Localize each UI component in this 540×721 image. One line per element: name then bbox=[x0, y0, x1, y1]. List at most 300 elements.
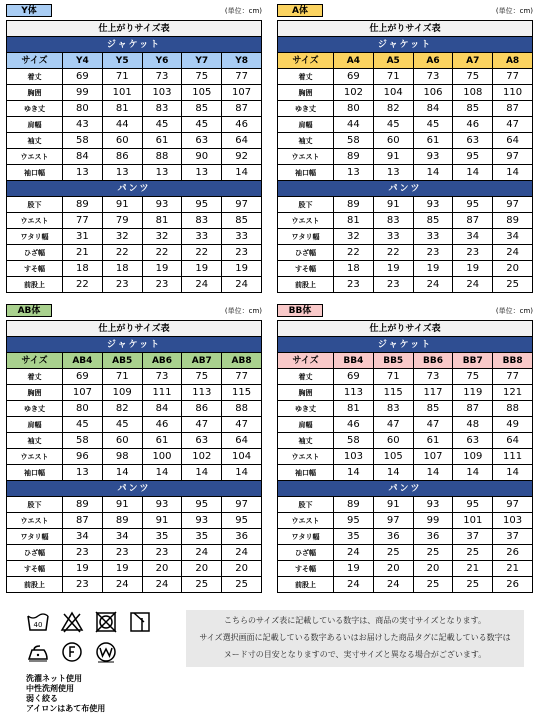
table-cell: 105 bbox=[182, 85, 222, 101]
table-title: 仕上がりサイズ表 bbox=[278, 321, 533, 337]
table-cell: 113 bbox=[334, 385, 374, 401]
table-row bbox=[7, 197, 262, 213]
table-cell: 20 bbox=[413, 561, 453, 577]
table-cell: 25 bbox=[373, 545, 413, 561]
table-cell: 107 bbox=[63, 385, 103, 401]
table-cell: 46 bbox=[222, 117, 262, 133]
section-pants: パンツ bbox=[7, 481, 262, 497]
table-row bbox=[7, 213, 262, 229]
size-header-row bbox=[278, 53, 533, 69]
table-cell: 22 bbox=[63, 277, 103, 293]
section-pants: パンツ bbox=[278, 481, 533, 497]
row-label: すそ幅 bbox=[7, 561, 63, 577]
table-cell: 21 bbox=[493, 561, 533, 577]
row-label: ひざ幅 bbox=[7, 545, 63, 561]
table-cell: 24 bbox=[182, 277, 222, 293]
table-cell: 22 bbox=[334, 245, 374, 261]
table-cell: 23 bbox=[102, 277, 142, 293]
table-cell: 75 bbox=[453, 69, 493, 85]
table-row bbox=[278, 197, 533, 213]
row-label: ウエスト bbox=[7, 149, 63, 165]
table-cell: 89 bbox=[63, 197, 103, 213]
table-cell: 45 bbox=[142, 117, 182, 133]
table-row bbox=[278, 529, 533, 545]
size-table bbox=[277, 320, 533, 593]
table-row bbox=[278, 133, 533, 149]
care-symbols bbox=[26, 610, 156, 664]
table-row bbox=[278, 449, 533, 465]
care-note: 弱く絞る bbox=[26, 694, 58, 703]
svg-text:40: 40 bbox=[33, 621, 43, 629]
size-code: BB5 bbox=[373, 353, 413, 369]
table-cell: 102 bbox=[334, 85, 374, 101]
table-cell: 105 bbox=[373, 449, 413, 465]
care-note: アイロンはあて布使用 bbox=[26, 704, 106, 713]
table-cell: 23 bbox=[102, 545, 142, 561]
table-cell: 13 bbox=[102, 165, 142, 181]
table-cell: 24 bbox=[373, 577, 413, 593]
size-header: サイズ bbox=[7, 53, 63, 69]
row-label: ウエスト bbox=[7, 513, 63, 529]
row-label: ウエスト bbox=[7, 449, 63, 465]
row-label: 袖丈 bbox=[7, 433, 63, 449]
table-row bbox=[278, 385, 533, 401]
size-code: AB7 bbox=[182, 353, 222, 369]
table-cell: 13 bbox=[334, 165, 374, 181]
table-cell: 93 bbox=[142, 497, 182, 513]
table-cell: 24 bbox=[182, 545, 222, 561]
table-cell: 35 bbox=[182, 529, 222, 545]
table-row bbox=[278, 85, 533, 101]
table-cell: 22 bbox=[102, 245, 142, 261]
row-label: 胸囲 bbox=[7, 85, 63, 101]
no-tumble-dry-icon bbox=[94, 610, 118, 634]
table-cell: 107 bbox=[222, 85, 262, 101]
table-cell: 83 bbox=[142, 101, 182, 117]
table-cell: 77 bbox=[222, 69, 262, 85]
table-cell: 24 bbox=[493, 245, 533, 261]
table-cell: 63 bbox=[182, 433, 222, 449]
table-cell: 71 bbox=[102, 369, 142, 385]
table-cell: 104 bbox=[373, 85, 413, 101]
table-cell: 14 bbox=[373, 465, 413, 481]
table-cell: 45 bbox=[182, 117, 222, 133]
table-cell: 37 bbox=[493, 529, 533, 545]
table-cell: 20 bbox=[373, 561, 413, 577]
size-notice bbox=[186, 610, 524, 667]
table-cell: 48 bbox=[453, 417, 493, 433]
table-cell: 58 bbox=[334, 433, 374, 449]
size-code: A7 bbox=[453, 53, 493, 69]
table-cell: 63 bbox=[453, 433, 493, 449]
table-cell: 14 bbox=[222, 165, 262, 181]
table-cell: 47 bbox=[182, 417, 222, 433]
table-cell: 91 bbox=[102, 497, 142, 513]
size-code: Y8 bbox=[222, 53, 262, 69]
table-cell: 60 bbox=[373, 433, 413, 449]
body-type-tag: Y体 bbox=[6, 4, 52, 17]
table-cell: 81 bbox=[334, 213, 374, 229]
body-type-tag: BB体 bbox=[277, 304, 323, 317]
table-cell: 19 bbox=[413, 261, 453, 277]
notice-line: こちらのサイズ表に記載している数字は、商品の実寸サイズとなります。 bbox=[223, 616, 487, 625]
table-cell: 69 bbox=[334, 369, 374, 385]
table-cell: 64 bbox=[222, 433, 262, 449]
line-dry-icon bbox=[128, 610, 152, 634]
table-cell: 25 bbox=[493, 277, 533, 293]
table-row bbox=[7, 245, 262, 261]
size-header-row bbox=[7, 353, 262, 369]
table-cell: 87 bbox=[453, 401, 493, 417]
table-cell: 58 bbox=[63, 133, 103, 149]
table-cell: 25 bbox=[453, 545, 493, 561]
table-cell: 69 bbox=[334, 69, 374, 85]
table-cell: 25 bbox=[182, 577, 222, 593]
table-cell: 93 bbox=[142, 197, 182, 213]
table-cell: 108 bbox=[453, 85, 493, 101]
table-cell: 97 bbox=[222, 197, 262, 213]
table-cell: 86 bbox=[182, 401, 222, 417]
row-label: ゆき丈 bbox=[278, 401, 334, 417]
table-cell: 75 bbox=[182, 69, 222, 85]
size-header: サイズ bbox=[7, 353, 63, 369]
row-label: すそ幅 bbox=[278, 561, 334, 577]
table-cell: 97 bbox=[493, 497, 533, 513]
size-code: AB5 bbox=[102, 353, 142, 369]
table-row bbox=[278, 561, 533, 577]
size-table bbox=[6, 20, 262, 293]
table-cell: 14 bbox=[453, 165, 493, 181]
table-cell: 47 bbox=[373, 417, 413, 433]
table-row bbox=[7, 369, 262, 385]
table-cell: 95 bbox=[453, 197, 493, 213]
table-cell: 14 bbox=[182, 465, 222, 481]
table-cell: 35 bbox=[142, 529, 182, 545]
table-cell: 45 bbox=[413, 117, 453, 133]
table-cell: 32 bbox=[142, 229, 182, 245]
table-cell: 84 bbox=[63, 149, 103, 165]
row-label: 前股上 bbox=[7, 577, 63, 593]
row-label: ワタリ幅 bbox=[278, 529, 334, 545]
table-cell: 110 bbox=[493, 85, 533, 101]
table-cell: 22 bbox=[373, 245, 413, 261]
section-pants: パンツ bbox=[278, 181, 533, 197]
table-cell: 84 bbox=[142, 401, 182, 417]
table-cell: 19 bbox=[373, 261, 413, 277]
table-cell: 85 bbox=[453, 101, 493, 117]
table-cell: 73 bbox=[142, 69, 182, 85]
table-cell: 91 bbox=[373, 197, 413, 213]
size-code: AB6 bbox=[142, 353, 182, 369]
table-cell: 81 bbox=[102, 101, 142, 117]
table-cell: 24 bbox=[142, 577, 182, 593]
table-cell: 85 bbox=[413, 213, 453, 229]
table-cell: 61 bbox=[142, 133, 182, 149]
section-jacket: ジャケット bbox=[278, 337, 533, 353]
row-label: ウエスト bbox=[278, 149, 334, 165]
care-note: 中性洗剤使用 bbox=[26, 684, 74, 693]
table-cell: 83 bbox=[373, 401, 413, 417]
table-cell: 33 bbox=[182, 229, 222, 245]
table-cell: 109 bbox=[453, 449, 493, 465]
table-cell: 71 bbox=[102, 69, 142, 85]
table-row bbox=[7, 513, 262, 529]
size-code: A8 bbox=[493, 53, 533, 69]
table-cell: 81 bbox=[142, 213, 182, 229]
row-label: ゆき丈 bbox=[7, 401, 63, 417]
table-cell: 19 bbox=[63, 561, 103, 577]
table-title: 仕上がりサイズ表 bbox=[278, 21, 533, 37]
table-cell: 14 bbox=[493, 165, 533, 181]
table-row bbox=[278, 513, 533, 529]
table-cell: 47 bbox=[413, 417, 453, 433]
table-cell: 64 bbox=[493, 133, 533, 149]
table-cell: 18 bbox=[334, 261, 374, 277]
table-row bbox=[278, 229, 533, 245]
table-cell: 61 bbox=[142, 433, 182, 449]
row-label: 前股上 bbox=[278, 277, 334, 293]
row-label: 胸囲 bbox=[7, 385, 63, 401]
table-cell: 81 bbox=[334, 401, 374, 417]
size-code: A6 bbox=[413, 53, 453, 69]
table-cell: 19 bbox=[182, 261, 222, 277]
table-cell: 93 bbox=[182, 513, 222, 529]
table-cell: 107 bbox=[413, 449, 453, 465]
table-row bbox=[7, 229, 262, 245]
table-cell: 69 bbox=[63, 69, 103, 85]
table-cell: 33 bbox=[413, 229, 453, 245]
table-row bbox=[7, 545, 262, 561]
table-cell: 34 bbox=[102, 529, 142, 545]
table-cell: 46 bbox=[334, 417, 374, 433]
row-label: 着丈 bbox=[7, 69, 63, 85]
table-cell: 89 bbox=[493, 213, 533, 229]
table-cell: 14 bbox=[453, 465, 493, 481]
row-label: 着丈 bbox=[278, 369, 334, 385]
table-cell: 109 bbox=[102, 385, 142, 401]
table-cell: 101 bbox=[102, 85, 142, 101]
section-jacket: ジャケット bbox=[7, 337, 262, 353]
row-label: ワタリ幅 bbox=[278, 229, 334, 245]
table-cell: 13 bbox=[373, 165, 413, 181]
table-cell: 19 bbox=[453, 261, 493, 277]
table-row bbox=[278, 69, 533, 85]
row-label: ウエスト bbox=[278, 449, 334, 465]
table-cell: 14 bbox=[102, 465, 142, 481]
row-label: 肩幅 bbox=[7, 417, 63, 433]
table-cell: 77 bbox=[222, 369, 262, 385]
size-code: BB7 bbox=[453, 353, 493, 369]
table-cell: 60 bbox=[102, 433, 142, 449]
table-cell: 60 bbox=[102, 133, 142, 149]
table-row bbox=[7, 117, 262, 133]
table-cell: 75 bbox=[453, 369, 493, 385]
table-cell: 19 bbox=[334, 561, 374, 577]
table-cell: 83 bbox=[373, 213, 413, 229]
table-cell: 23 bbox=[453, 245, 493, 261]
row-label: 股下 bbox=[7, 497, 63, 513]
table-cell: 64 bbox=[222, 133, 262, 149]
table-cell: 47 bbox=[222, 417, 262, 433]
table-cell: 22 bbox=[182, 245, 222, 261]
table-cell: 95 bbox=[453, 497, 493, 513]
table-cell: 22 bbox=[142, 245, 182, 261]
table-cell: 89 bbox=[334, 197, 374, 213]
table-row bbox=[278, 465, 533, 481]
table-cell: 13 bbox=[182, 165, 222, 181]
table-cell: 20 bbox=[222, 561, 262, 577]
table-cell: 100 bbox=[142, 449, 182, 465]
table-cell: 19 bbox=[222, 261, 262, 277]
table-cell: 61 bbox=[413, 433, 453, 449]
table-cell: 14 bbox=[222, 465, 262, 481]
table-cell: 14 bbox=[413, 165, 453, 181]
iron-icon bbox=[26, 640, 50, 664]
table-cell: 115 bbox=[222, 385, 262, 401]
unit-label: (単位：cm) bbox=[224, 7, 262, 15]
table-row bbox=[278, 277, 533, 293]
care-note: 洗濯ネット使用 bbox=[26, 674, 82, 683]
table-cell: 88 bbox=[493, 401, 533, 417]
table-cell: 80 bbox=[63, 101, 103, 117]
table-cell: 26 bbox=[493, 545, 533, 561]
size-code: Y6 bbox=[142, 53, 182, 69]
table-row bbox=[278, 401, 533, 417]
table-row bbox=[7, 101, 262, 117]
table-cell: 25 bbox=[413, 545, 453, 561]
size-header: サイズ bbox=[278, 353, 334, 369]
table-cell: 46 bbox=[453, 117, 493, 133]
size-header-row bbox=[7, 53, 262, 69]
table-row bbox=[278, 165, 533, 181]
table-cell: 34 bbox=[493, 229, 533, 245]
table-cell: 95 bbox=[453, 149, 493, 165]
table-row bbox=[278, 497, 533, 513]
table-row bbox=[7, 277, 262, 293]
table-cell: 47 bbox=[493, 117, 533, 133]
table-title: 仕上がりサイズ表 bbox=[7, 21, 262, 37]
row-label: 股下 bbox=[278, 197, 334, 213]
table-cell: 24 bbox=[334, 545, 374, 561]
table-cell: 26 bbox=[493, 577, 533, 593]
table-cell: 61 bbox=[413, 133, 453, 149]
table-cell: 36 bbox=[413, 529, 453, 545]
table-cell: 111 bbox=[142, 385, 182, 401]
table-cell: 63 bbox=[182, 133, 222, 149]
table-cell: 35 bbox=[334, 529, 374, 545]
table-cell: 75 bbox=[182, 369, 222, 385]
table-cell: 73 bbox=[413, 69, 453, 85]
table-cell: 23 bbox=[334, 277, 374, 293]
row-label: ゆき丈 bbox=[278, 101, 334, 117]
table-cell: 71 bbox=[373, 369, 413, 385]
table-cell: 87 bbox=[222, 101, 262, 117]
table-cell: 87 bbox=[63, 513, 103, 529]
table-cell: 89 bbox=[102, 513, 142, 529]
table-cell: 85 bbox=[182, 101, 222, 117]
row-label: 肩幅 bbox=[278, 117, 334, 133]
table-cell: 98 bbox=[102, 449, 142, 465]
table-cell: 24 bbox=[222, 545, 262, 561]
row-label: 袖口幅 bbox=[278, 165, 334, 181]
table-cell: 89 bbox=[63, 497, 103, 513]
table-cell: 84 bbox=[413, 101, 453, 117]
table-cell: 87 bbox=[493, 101, 533, 117]
table-cell: 91 bbox=[373, 149, 413, 165]
table-cell: 58 bbox=[63, 433, 103, 449]
table-row bbox=[7, 261, 262, 277]
table-cell: 23 bbox=[63, 577, 103, 593]
row-label: 袖口幅 bbox=[278, 465, 334, 481]
wet-clean-w-icon bbox=[94, 640, 118, 664]
table-cell: 13 bbox=[63, 465, 103, 481]
table-row bbox=[278, 213, 533, 229]
table-row bbox=[7, 165, 262, 181]
row-label: 袖丈 bbox=[278, 133, 334, 149]
row-label: ひざ幅 bbox=[7, 245, 63, 261]
table-cell: 25 bbox=[222, 577, 262, 593]
row-label: ワタリ幅 bbox=[7, 229, 63, 245]
table-cell: 82 bbox=[373, 101, 413, 117]
table-cell: 49 bbox=[493, 417, 533, 433]
table-cell: 13 bbox=[142, 165, 182, 181]
table-cell: 77 bbox=[493, 69, 533, 85]
row-label: 前股上 bbox=[7, 277, 63, 293]
table-cell: 23 bbox=[63, 545, 103, 561]
row-label: 袖口幅 bbox=[7, 465, 63, 481]
size-code: Y5 bbox=[102, 53, 142, 69]
table-cell: 24 bbox=[453, 277, 493, 293]
no-bleach-icon bbox=[60, 610, 84, 634]
table-cell: 93 bbox=[413, 149, 453, 165]
table-cell: 97 bbox=[493, 149, 533, 165]
table-row bbox=[7, 433, 262, 449]
row-label: ワタリ幅 bbox=[7, 529, 63, 545]
row-label: 肩幅 bbox=[7, 117, 63, 133]
unit-label: (単位：cm) bbox=[224, 307, 262, 315]
table-cell: 93 bbox=[413, 497, 453, 513]
table-cell: 21 bbox=[453, 561, 493, 577]
notice-line: サイズ選択画面に記載している数字あるいはお届けした商品タグに記載している数字は bbox=[199, 633, 511, 642]
table-row bbox=[278, 245, 533, 261]
table-cell: 58 bbox=[334, 133, 374, 149]
row-label: 胸囲 bbox=[278, 85, 334, 101]
dry-clean-f-icon bbox=[60, 640, 84, 664]
table-cell: 101 bbox=[453, 513, 493, 529]
table-cell: 93 bbox=[413, 197, 453, 213]
table-cell: 111 bbox=[493, 449, 533, 465]
table-cell: 32 bbox=[102, 229, 142, 245]
row-label: 袖口幅 bbox=[7, 165, 63, 181]
size-code: BB4 bbox=[334, 353, 374, 369]
table-cell: 23 bbox=[142, 545, 182, 561]
row-label: 股下 bbox=[278, 497, 334, 513]
table-cell: 103 bbox=[142, 85, 182, 101]
row-label: ひざ幅 bbox=[278, 245, 334, 261]
row-label: 着丈 bbox=[7, 369, 63, 385]
table-row bbox=[7, 561, 262, 577]
size-code: Y4 bbox=[63, 53, 103, 69]
table-cell: 121 bbox=[493, 385, 533, 401]
table-cell: 117 bbox=[413, 385, 453, 401]
row-label: すそ幅 bbox=[278, 261, 334, 277]
table-cell: 106 bbox=[413, 85, 453, 101]
size-code: BB8 bbox=[493, 353, 533, 369]
table-cell: 77 bbox=[493, 369, 533, 385]
table-cell: 97 bbox=[222, 497, 262, 513]
size-code: A4 bbox=[334, 53, 374, 69]
table-cell: 91 bbox=[373, 497, 413, 513]
